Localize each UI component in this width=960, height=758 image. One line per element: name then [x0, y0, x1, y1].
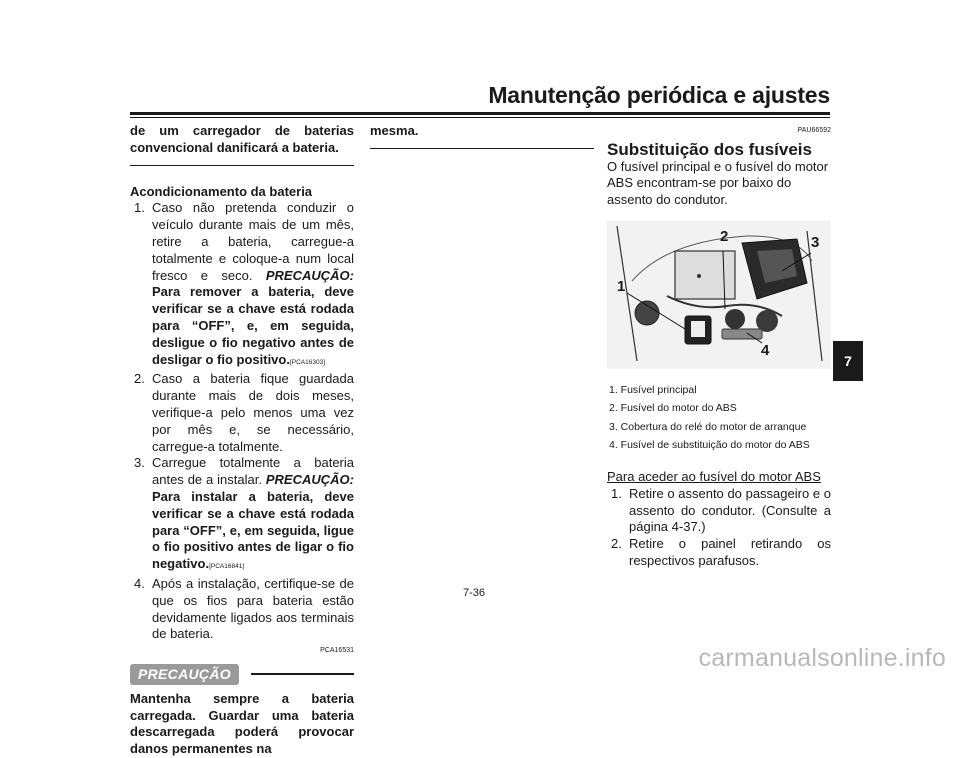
step-number: 1.: [611, 485, 622, 501]
caution-text: Para remover a bateria, deve verificar se a chave está rodada para “OFF”, e, em seguida, desligue o fio negativo antes de desligar o fio positivo.: [152, 284, 354, 367]
abs-fuse-access-steps: [607, 486, 831, 570]
chapter-tab: 7: [833, 341, 863, 381]
step-text: Retire o assento do passageiro e o assento do condutor. (Consulte a página 4-37.): [629, 485, 831, 535]
section-title: Substituição dos fusíveis: [607, 139, 812, 159]
storage-step-3: [130, 455, 354, 576]
caution-header: [130, 664, 354, 685]
step-text: Retire o painel retirando os respectivos parafusos.: [629, 536, 831, 568]
fuse-location-illustration: [607, 221, 831, 369]
step-number: 1.: [134, 200, 145, 216]
figure-label-1: 1: [617, 277, 626, 295]
header-rule-thin: [130, 117, 830, 118]
figure-captions: [607, 381, 831, 455]
caution-body: Mantenha sempre a bateria carregada. Guardar uma bateria descarregada poderá provocar danos permanentes na: [130, 690, 354, 757]
abs-fuse-access-heading: Para aceder ao fusível do motor ABS: [607, 468, 821, 484]
page-header-title: Manutenção periódica e ajustes: [488, 82, 830, 108]
step-text: Após a instalação, certifique-se de que os fios para bateria estão devidamente ligados aos terminais de bateria.: [152, 575, 354, 642]
caution-label: PRECAUÇÃO:: [265, 472, 354, 488]
reference-code: [PCA16303]: [289, 358, 326, 366]
figure-label-2: 2: [720, 227, 729, 245]
reference-code: [PCA16841]: [209, 563, 245, 571]
step-text: Carregue totalmente a bateria antes de a instalar.: [152, 455, 354, 488]
access-step-2: [607, 536, 831, 570]
column-right: [607, 123, 831, 570]
storage-step-2: [130, 371, 354, 455]
header-rule: [130, 112, 830, 115]
access-step-1: [607, 486, 831, 536]
warning-continuation: de um carregador de baterias convencional danificará a bateria.: [130, 123, 354, 155]
step-number: 2.: [134, 371, 145, 387]
column-middle: [370, 123, 594, 157]
figure-label-3: 3: [811, 233, 820, 251]
step-text: Caso a bateria fique guardada durante mais de dois meses, verifique-a pelo menos uma vez por mês e, se necessário, carregue-a totalmente.: [152, 371, 354, 454]
warning-end-rule: [130, 165, 354, 166]
step-number: 4.: [134, 575, 145, 591]
battery-storage-heading: Acondicionamento da bateria: [130, 183, 313, 199]
caution-text: Para instalar a bateria, deve verificar se a chave está rodada para “OFF”, e, em seguida, ligue o fio positivo antes de ligar o fio negativo.: [152, 488, 354, 572]
section-code: PAU66592: [797, 127, 831, 134]
step-number: 3.: [134, 455, 145, 471]
step-number: 2.: [611, 536, 622, 552]
battery-storage-steps: [130, 200, 354, 643]
caution-label: PRECAUÇÃO:: [265, 267, 354, 283]
page-number: 7-36: [463, 587, 486, 599]
section-intro: O fusível principal e o fusível do motor ABS encontram-se por baixo do assento do condutor.: [607, 158, 829, 208]
caption-item: 4. Fusível de substituição do motor do ABS: [609, 439, 810, 452]
caution-continuation: mesma.: [370, 123, 419, 138]
storage-step-1: [130, 200, 354, 371]
caution-badge: PRECAUÇÃO: [130, 664, 239, 685]
figure-label-4: 4: [761, 341, 770, 359]
step-text: Caso não pretenda conduzir o veículo durante mais de um mês, retire a bateria, carregue-a totalmente e coloque-a num local fresco e seco.: [152, 200, 354, 283]
caption-item: 3. Cobertura do relé do motor de arranque: [609, 420, 807, 433]
fuse-location-figure: [607, 221, 831, 369]
column-left: [130, 123, 354, 758]
caution-end-rule: [370, 148, 594, 149]
storage-step-4: [130, 576, 354, 643]
caution-rule: [251, 673, 354, 675]
watermark: carmanualsonline.info: [698, 644, 946, 672]
caption-item: 1. Fusível principal: [609, 383, 697, 396]
caution-code: PCA16531: [320, 647, 354, 655]
caption-item: 2. Fusível do motor do ABS: [609, 402, 737, 415]
